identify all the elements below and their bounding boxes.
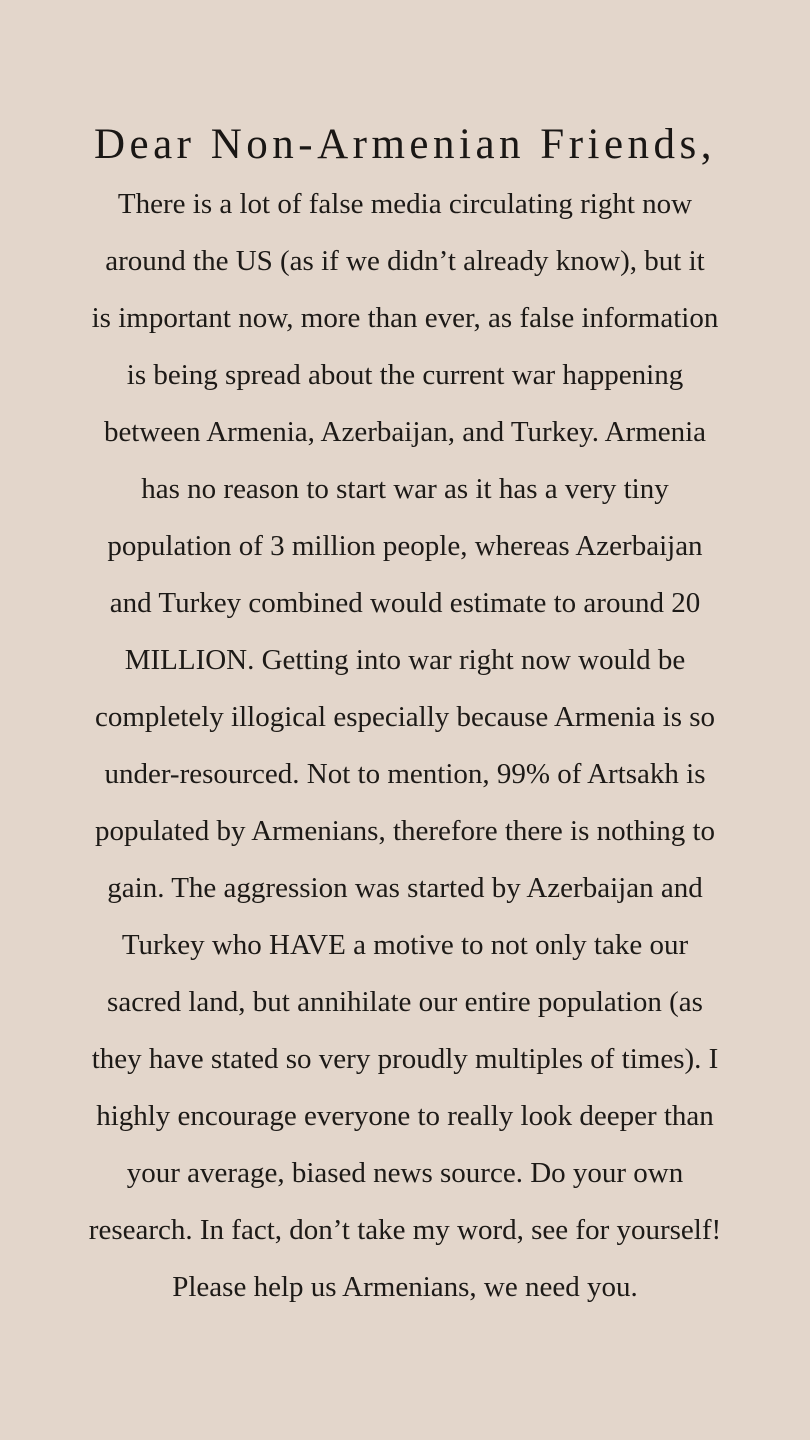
body-line: your average, biased news source. Do your own bbox=[126, 1157, 684, 1189]
body-line: highly encourage everyone to really look deeper than bbox=[96, 1100, 714, 1132]
body-line: is being spread about the current war happening bbox=[126, 359, 684, 391]
body-line: research. In fact, don’t take my word, see for yourself! bbox=[88, 1214, 722, 1246]
body-line: and Turkey combined would estimate to around 20 bbox=[109, 587, 701, 619]
letter-body bbox=[0, 176, 810, 1316]
body-line: between Armenia, Azerbaijan, and Turkey. Armenia bbox=[103, 416, 707, 448]
body-line: is important now, more than ever, as false information bbox=[91, 302, 719, 334]
body-line: populated by Armenians, therefore there is nothing to bbox=[94, 815, 716, 847]
body-line: has no reason to start war as it has a very tiny bbox=[141, 473, 669, 505]
body-line: completely illogical especially because Armenia is so bbox=[94, 701, 716, 733]
body-line: There is a lot of false media circulating right now bbox=[117, 188, 693, 220]
letter-title: Dear Non-Armenian Friends, bbox=[93, 121, 717, 168]
body-line: under-resourced. Not to mention, 99% of Artsakh is bbox=[104, 758, 706, 790]
body-line: Please help us Armenians, we need you. bbox=[172, 1271, 638, 1303]
body-line: they have stated so very proudly multiples of times). I bbox=[91, 1043, 719, 1075]
body-line: Turkey who HAVE a motive to not only take our bbox=[121, 929, 689, 961]
body-line: around the US (as if we didn’t already know), but it bbox=[105, 245, 705, 277]
body-line: gain. The aggression was started by Azerbaijan and bbox=[107, 872, 703, 904]
body-line: sacred land, but annihilate our entire population (as bbox=[107, 986, 703, 1018]
body-line: population of 3 million people, whereas Azerbaijan bbox=[107, 530, 703, 562]
body-line: MILLION. Getting into war right now would be bbox=[124, 644, 686, 676]
